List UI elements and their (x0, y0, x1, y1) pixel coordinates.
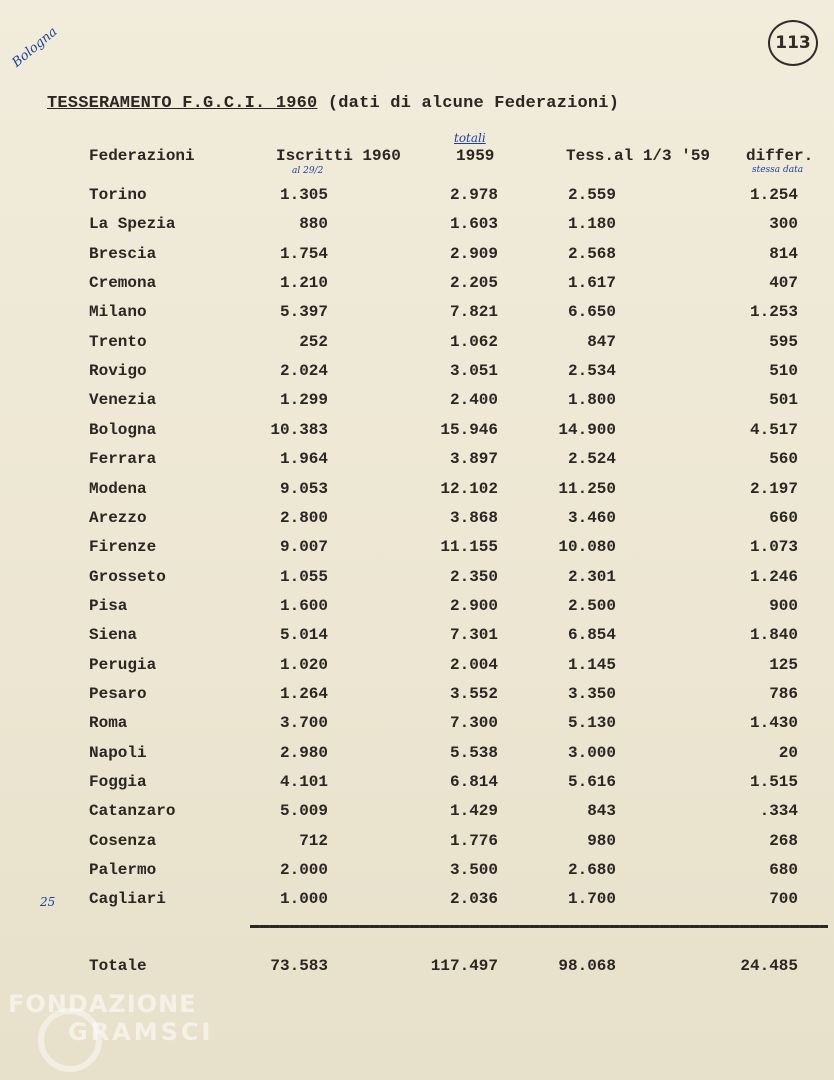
header-iscritti-note: al 29/2 (292, 166, 324, 176)
header-tess: Tess.al 1/3 '59 (566, 147, 711, 165)
totals-differ: 24.485 (740, 957, 798, 975)
tess-1959-value: 847 (587, 333, 616, 351)
federation-name: La Spezia (89, 215, 176, 233)
header-differ: differ. (746, 147, 814, 165)
tess-1959-value: 1.617 (567, 274, 616, 292)
page-number: 113 (775, 33, 811, 53)
iscritti-1960-value: 10.383 (270, 421, 328, 439)
tess-1959-value: 2.568 (567, 245, 616, 263)
difference-value: 501 (769, 391, 798, 409)
difference-value: 1.254 (749, 186, 798, 204)
iscritti-1960-value: 1.055 (279, 568, 328, 586)
difference-value: 268 (769, 832, 798, 850)
tess-1959-value: 14.900 (558, 421, 616, 439)
difference-value: 2.197 (749, 480, 798, 498)
iscritti-1960-value: 252 (299, 333, 328, 351)
difference-value: 814 (769, 245, 798, 263)
totals-divider (250, 925, 828, 928)
difference-value: 510 (769, 362, 798, 380)
tess-1959-value: 2.559 (567, 186, 616, 204)
difference-value: 1.073 (749, 538, 798, 556)
watermark-logo (8, 990, 213, 1046)
iscritti-1960-value: 1.264 (279, 685, 328, 703)
federation-name: Cremona (89, 274, 157, 292)
tess-1959-value: 2.680 (567, 861, 616, 879)
totali-1959-value: 7.301 (449, 626, 498, 644)
tess-1959-value: 1.145 (567, 656, 616, 674)
iscritti-1960-value: 2.980 (279, 744, 328, 762)
iscritti-1960-value: 9.053 (279, 480, 328, 498)
difference-value: 1.246 (749, 568, 798, 586)
tess-1959-value: 10.080 (558, 538, 616, 556)
difference-value: 660 (769, 509, 798, 527)
iscritti-1960-value: 1.754 (279, 245, 328, 263)
difference-value: 20 (778, 744, 798, 762)
totali-1959-value: 2.978 (449, 186, 498, 204)
iscritti-1960-value: 1.964 (279, 450, 328, 468)
totali-1959-value: 2.900 (449, 597, 498, 615)
tess-1959-value: 5.616 (567, 773, 616, 791)
difference-value: 560 (769, 450, 798, 468)
federation-name: Venezia (89, 391, 157, 409)
totali-1959-value: 11.155 (440, 538, 498, 556)
watermark-line2: GRAMSCI (68, 1018, 214, 1046)
iscritti-1960-value: 1.000 (279, 890, 328, 908)
federation-name: Napoli (89, 744, 147, 762)
totali-1959-value: 5.538 (449, 744, 498, 762)
federation-name: Perugia (89, 656, 157, 674)
federation-name: Catanzaro (89, 802, 176, 820)
margin-note-count: 25 (40, 895, 56, 909)
iscritti-1960-value: 5.009 (279, 802, 328, 820)
totali-1959-value: 12.102 (440, 480, 498, 498)
document-title (47, 94, 619, 113)
tess-1959-value: 3.000 (567, 744, 616, 762)
iscritti-1960-value: 1.020 (279, 656, 328, 674)
watermark-line1: FONDAZIONE (8, 990, 197, 1018)
iscritti-1960-value: 1.299 (279, 391, 328, 409)
totali-1959-value: 2.205 (449, 274, 498, 292)
tess-1959-value: 3.350 (567, 685, 616, 703)
iscritti-1960-value: 1.210 (279, 274, 328, 292)
iscritti-1960-value: 3.700 (279, 714, 328, 732)
totali-1959-value: 3.868 (449, 509, 498, 527)
federation-name: Arezzo (89, 509, 147, 527)
totali-1959-value: 1.062 (449, 333, 498, 351)
totals-tess: 98.068 (558, 957, 616, 975)
federation-name: Pesaro (89, 685, 147, 703)
difference-value: 595 (769, 333, 798, 351)
totali-1959-value: 15.946 (440, 421, 498, 439)
totali-1959-value: 3.552 (449, 685, 498, 703)
totals-1959: 117.497 (430, 957, 498, 975)
difference-value: 4.517 (749, 421, 798, 439)
tess-1959-value: 843 (587, 802, 616, 820)
title-rest: (dati di alcune Federazioni) (327, 94, 620, 113)
difference-value: 700 (769, 890, 798, 908)
totali-1959-value: 7.821 (449, 303, 498, 321)
iscritti-1960-value: 2.024 (279, 362, 328, 380)
totali-1959-value: 3.897 (449, 450, 498, 468)
tess-1959-value: 5.130 (567, 714, 616, 732)
iscritti-1960-value: 2.800 (279, 509, 328, 527)
tess-1959-value: 11.250 (558, 480, 616, 498)
iscritti-1960-value: 4.101 (279, 773, 328, 791)
tess-1959-value: 3.460 (567, 509, 616, 527)
totals-label: Totale (89, 957, 147, 975)
header-1959: 1959 (456, 147, 495, 165)
difference-value: 1.840 (749, 626, 798, 644)
iscritti-1960-value: 1.305 (279, 186, 328, 204)
header-differ-note: stessa data (752, 165, 804, 175)
totali-1959-value: 3.051 (449, 362, 498, 380)
totals-iscritti: 73.583 (270, 957, 328, 975)
iscritti-1960-value: 1.600 (279, 597, 328, 615)
federation-name: Rovigo (89, 362, 147, 380)
federation-name: Bologna (89, 421, 157, 439)
totali-1959-value: 1.776 (449, 832, 498, 850)
header-federazioni: Federazioni (89, 147, 195, 165)
totali-1959-value: 2.350 (449, 568, 498, 586)
difference-value: 1.515 (749, 773, 798, 791)
iscritti-1960-value: 9.007 (279, 538, 328, 556)
federation-name: Brescia (89, 245, 157, 263)
federation-name: Roma (89, 714, 128, 732)
iscritti-1960-value: 2.000 (279, 861, 328, 879)
tess-1959-value: 1.180 (567, 215, 616, 233)
page-number-circle (768, 20, 818, 66)
totali-1959-value: 2.004 (449, 656, 498, 674)
federation-name: Trento (89, 333, 147, 351)
federation-name: Foggia (89, 773, 147, 791)
federation-name: Milano (89, 303, 147, 321)
federation-name: Torino (89, 186, 147, 204)
totali-1959-value: 2.909 (449, 245, 498, 263)
tess-1959-value: 2.524 (567, 450, 616, 468)
federation-name: Cagliari (89, 890, 166, 908)
difference-value: 1.430 (749, 714, 798, 732)
federation-name: Siena (89, 626, 138, 644)
federation-name: Palermo (89, 861, 157, 879)
difference-value: 680 (769, 861, 798, 879)
tess-1959-value: 6.650 (567, 303, 616, 321)
federation-name: Modena (89, 480, 147, 498)
header-iscritti: Iscritti 1960 (276, 147, 401, 165)
difference-value: 125 (769, 656, 798, 674)
iscritti-1960-value: 880 (299, 215, 328, 233)
tess-1959-value: 6.854 (567, 626, 616, 644)
federation-name: Cosenza (89, 832, 157, 850)
totali-1959-value: 1.603 (449, 215, 498, 233)
difference-value: 786 (769, 685, 798, 703)
tess-1959-value: 2.534 (567, 362, 616, 380)
federation-name: Firenze (89, 538, 157, 556)
difference-value: 300 (769, 215, 798, 233)
difference-value: 1.253 (749, 303, 798, 321)
iscritti-1960-value: 712 (299, 832, 328, 850)
margin-note-top-left: Bologna (9, 24, 61, 71)
iscritti-1960-value: 5.014 (279, 626, 328, 644)
tess-1959-value: 1.700 (567, 890, 616, 908)
federation-name: Pisa (89, 597, 128, 615)
tess-1959-value: 1.800 (567, 391, 616, 409)
tess-1959-value: 980 (587, 832, 616, 850)
tess-1959-value: 2.301 (567, 568, 616, 586)
federation-name: Ferrara (89, 450, 157, 468)
totali-1959-value: 3.500 (449, 861, 498, 879)
tess-1959-value: 2.500 (567, 597, 616, 615)
totali-1959-value: 7.300 (449, 714, 498, 732)
totali-1959-value: 1.429 (449, 802, 498, 820)
header-totali-note: totali (454, 131, 486, 145)
difference-value: 407 (769, 274, 798, 292)
federation-name: Grosseto (89, 568, 166, 586)
totali-1959-value: 2.400 (449, 391, 498, 409)
iscritti-1960-value: 5.397 (279, 303, 328, 321)
totali-1959-value: 2.036 (449, 890, 498, 908)
title-underlined: TESSERAMENTO F.G.C.I. 1960 (47, 94, 318, 113)
watermark-circle-icon (38, 1008, 102, 1072)
totali-1959-value: 6.814 (449, 773, 498, 791)
difference-value: 900 (769, 597, 798, 615)
difference-value: .334 (759, 802, 798, 820)
